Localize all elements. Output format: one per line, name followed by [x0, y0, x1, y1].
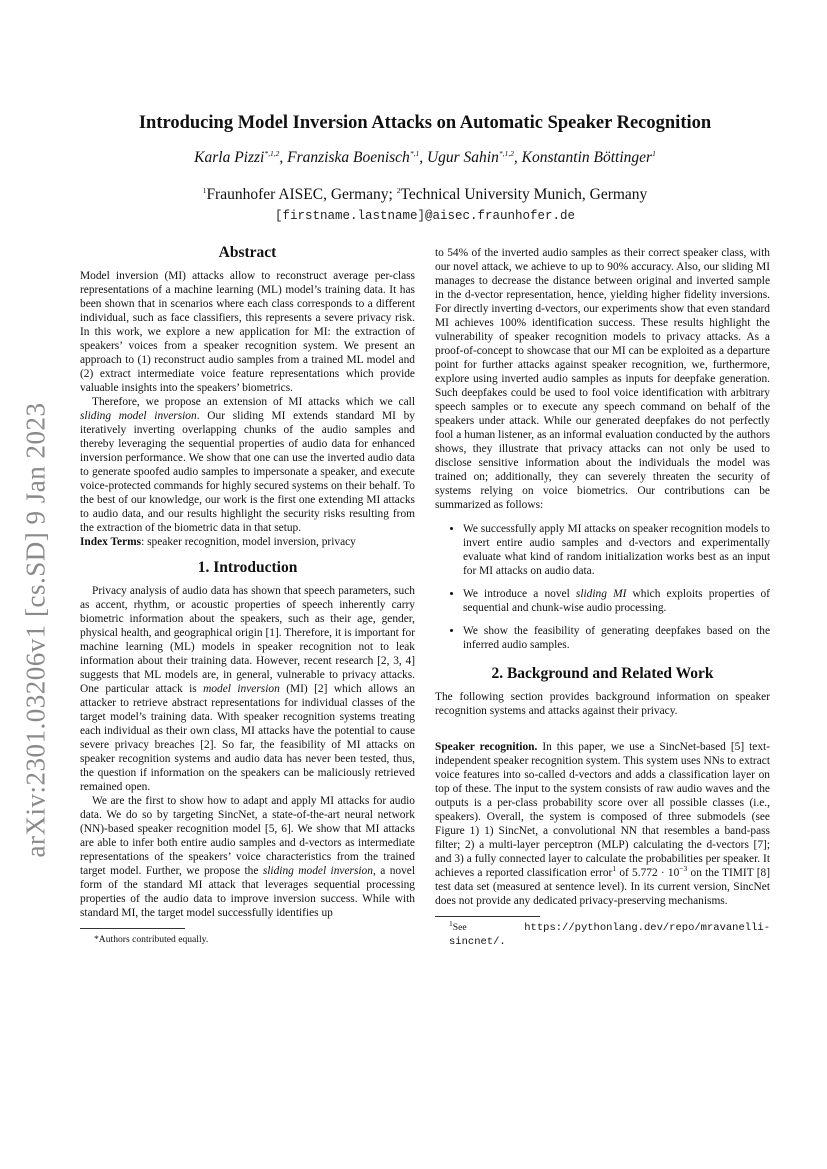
- contribution-list: [435, 522, 770, 652]
- left-column: [80, 246, 415, 946]
- author-affil-marker: *,1,2: [498, 148, 514, 158]
- footnote-rule: [435, 916, 540, 917]
- intro-heading: 1. Introduction: [197, 559, 298, 576]
- author-name: Franziska Boenisch: [287, 149, 410, 166]
- abstract-paragraph: Therefore, we propose an extension of MI attacks which we call sliding model inversion. Our sliding MI extends standard MI by iteratively inverting overlapping chunks of the audio samples and thereby leveraging the sequential properties of audio data for enhanced inversion performance. We show that one can use the inverted audio data to generate spoofed audio samples to impersonate a speaker, and execute voice-protected commands for highly secured systems on their behalf. To the best of our knowledge, our work is the first one extending MI attacks to audio data, and our results highlight the security risks resulting from the extraction of the biometric data in that setup.: [80, 396, 416, 534]
- intro-paragraph: Privacy analysis of audio data has shown that speech parameters, such as accent, rhythm, or acoustic properties of speech inherently carry biometric information about the speakers, such as their age, gender, physical health, and geographical origin [1]. Therefore, it is important for machine learning (ML) models in speaker recognition not to leak information about their training data. However, recent research [2, 3, 4] suggests that ML models are, in general, vulnerable to privacy attacks. One particular attack is model inversion (MI) [2] which allows an attacker to retrieve abstract representations for individual classes of the target model’s training data. With speaker recognition systems treating each individual as their own class, MI attacks have the potential to cause severe privacy breaches [2]. So far, the feasibility of MI attacks on speaker recognition systems and audio data has never been tested, thus, the question if information on the speakers can be maliciously retrieved remained open.: [80, 585, 416, 793]
- author-affil-marker: *,1: [409, 148, 420, 158]
- affiliation-2: Technical University Munich, Germany: [400, 186, 648, 203]
- affiliation-1: Fraunhofer AISEC, Germany;: [206, 186, 393, 203]
- right-column: [435, 246, 770, 949]
- paper-title: Introducing Model Inversion Attacks on Automatic Speaker Recognition: [138, 113, 712, 133]
- author-list: Karla Pizzi$^{*,1,2}$, Franziska Boenisch$^{*,1}$, Ugur Sahin$^{*,1,2}$, Konstantin Böttinger$^1$: [194, 148, 656, 166]
- intro-continued: to 54% of the inverted audio samples as their correct speaker class, with our novel attack, we achieve to up to 90% accuracy. Also, our sliding MI manages to decrease the distance between original and inverted sample in the d-vector representation, hence, yielding higher fidelity inversions. For directly inverting d-vectors, our experiments show that even standard MI achieves 100% identification success. These results highlight the vulnerability of speaker recognition models to privacy attacks. As a proof-of-concept to showcase that our MI can be exploited as a departure point for further attacks against speaker recognition, we, furthermore, explore using inverted audio samples as inputs for deepfake generation. Such deepfakes could be used to fool voice identification with arbitrary speech samples or to execute any speech command on behalf of the speakers under attack. While our generated deepfakes do not perfectly fool a human listener, as an informal evaluation conducted by the authors shows, they illustrate that privacy attacks can not only be used to disclose sensitive information about the individuals the model was trained on; additionally, they can severely threaten the security of systems relying on voice biometrics. Our contributions can be summarized as follows:: [435, 247, 770, 511]
- footnote-rule: [80, 928, 185, 929]
- speaker-recognition-paragraph: Speaker recognition. In this paper, we use a SincNet-based [5] text-independent speaker recognition system. This system uses NNs to extract voice features into so-called d-vectors and adds a classification layer on top of these. The input to the system consists of raw audio waves and the outputs is a per-class probability score over all possible classes (i.e., speakers). Overall, the system is composed of three submodels (see Figure 1) 1) SincNet, a convolutional NN that resembles a band-pass filter; 2) a multi-layer perceptron (MLP) calculating the d-vectors [7]; and 3) a fully connected layer to calculate the probabilities per speaker. It achieves a reported classification error$^1$ of $5.772 \cdot 10^{-3}$ on the TIMIT [8] test data set (measured at sentence level). In its current version, SincNet does not provide any dedicated privacy-preserving mechanisms.: [435, 741, 770, 907]
- author-name: Ugur Sahin: [426, 149, 499, 166]
- footnote: $^1$See https://pythonlang.dev/repo/mravanelli-sincnet/.: [449, 918, 770, 948]
- background-paragraph: The following section provides background information on speaker recognition systems and attacks against their privacy.: [435, 691, 770, 717]
- author-affil-marker: 1: [652, 148, 656, 158]
- footnote-link[interactable]: https://pythonlang.dev/repo/mravanelli-sincnet/.: [449, 922, 770, 948]
- index-terms: Index Terms: speaker recognition, model inversion, privacy: [80, 536, 356, 548]
- list-item: • We show the feasibility of generating deepfakes based on the inferred audio samples.: [463, 624, 770, 652]
- abstract-paragraph: Model inversion (MI) attacks allow to reconstruct average per-class representations of a machine learning (ML) model’s training data. It has been shown that in scenarios where each class corresponds to a different individual, such as face classifiers, this represents a severe privacy risk. In this work, we explore a new application for MI: the extraction of speakers’ voices from a speaker recognition system. We present an approach to (1) reconstruct audio samples from a trained ML model and (2) extract intermediate voice feature representations which provide valuable insights into the speakers’ biometrics.: [80, 270, 415, 394]
- arxiv-stamp: arXiv:2301.03206v1 [cs.SD] 9 Jan 2023: [20, 402, 51, 858]
- background-heading: 2. Background and Related Work: [491, 665, 714, 682]
- list-item: • We introduce a novel sliding MI which exploits properties of sequential and chunk-wise audio processing.: [463, 587, 770, 615]
- intro-paragraph: We are the first to show how to adapt and apply MI attacks for audio data. We do so by targeting SincNet, a state-of-the-art neural network (NN)-based speaker recognition model [5, 6]. We show that MI attacks are able to infer both entire audio samples and d-vectors as intermediate representations of the speakers’ voice characteristics from the trained target model. Further, we propose the sliding model inversion, a novel form of the standard MI attack that leverages sequential processing properties of the audio data to improve inversion success. While with standard MI, the target model successfully identifies up: [80, 795, 416, 919]
- affiliations: $^1$Fraunhofer AISEC, Germany; $^2$Technical University Munich, Germany: [202, 185, 648, 203]
- author-name: Karla Pizzi: [194, 149, 265, 166]
- author-name: Konstantin Böttinger: [521, 149, 653, 166]
- author-affil-marker: *,1,2: [264, 148, 280, 158]
- list-item: • We successfully apply MI attacks on speaker recognition models to invert entire audio samples and d-vectors and experimentally evaluate what kind of random initialization works best as an input for MI attacks on audio data.: [463, 522, 770, 578]
- author-email: [firstname.lastname]@aisec.fraunhofer.de: [274, 209, 576, 223]
- abstract-heading: Abstract: [218, 244, 277, 261]
- footnote: *Authors contributed equally.: [94, 934, 209, 945]
